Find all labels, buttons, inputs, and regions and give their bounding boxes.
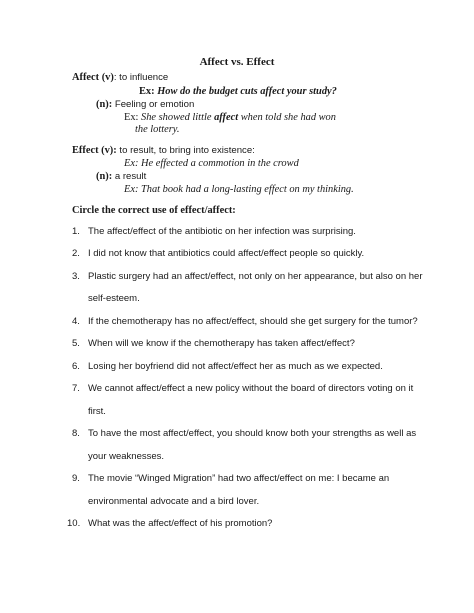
question-number: 4. (72, 316, 80, 327)
question-number: 10. (67, 518, 81, 529)
question-number: 5. (72, 338, 80, 349)
question-text-continued: self-esteem. (88, 293, 140, 304)
question-text: We cannot affect/effect a new policy without the board of directors voting on it (88, 383, 414, 394)
effect-term: Effect (72, 145, 99, 156)
question-text: To have the most affect/effect, you should know both your strengths as well as (88, 428, 417, 439)
question-number: 9. (72, 473, 80, 484)
instructions: Circle the correct use of effect/affect: (72, 205, 236, 216)
affect-noun-def: Feeling or emotion (112, 99, 195, 110)
affect-noun-ex-prefix: Ex: (124, 112, 139, 123)
question-text-continued: first. (88, 406, 106, 417)
affect-verb-example (139, 86, 337, 98)
affect-noun-ex-a: She showed little (138, 112, 215, 123)
question-text: Losing her boyfriend did not affect/effect her as much as we expected. (88, 361, 383, 372)
question-text: I did not know that antibiotics could affect/effect people so quickly. (88, 248, 365, 259)
question-number: 2. (72, 248, 80, 259)
question-text-continued: your weaknesses. (88, 451, 165, 462)
question-text: If the chemotherapy has no affect/effect, should she get surgery for the tumor? (88, 316, 418, 327)
affect-definition (72, 72, 168, 84)
question-number: 1. (72, 226, 80, 237)
effect-definition-text: to result, to bring into existence: (116, 145, 255, 156)
affect-noun-example (124, 112, 336, 124)
affect-pos: (v) (101, 72, 114, 83)
affect-noun-ex-bold: affect (214, 112, 239, 123)
question-number: 6. (72, 361, 80, 372)
effect-noun-label: (n): (96, 171, 113, 182)
question-text: What was the affect/effect of his promotion? (88, 518, 273, 529)
affect-noun-label: (n): (96, 99, 113, 110)
affect-noun-example-line2: the lottery. (135, 124, 180, 135)
page-title: Affect vs. Effect (199, 56, 275, 68)
effect-noun-example: Ex: That book had a long-lasting effect on my thinking. (124, 184, 354, 195)
affect-ex-prefix: Ex: (139, 86, 155, 97)
effect-pos: (v): (101, 145, 117, 156)
affect-term: Affect (72, 72, 100, 83)
question-number: 8. (72, 428, 80, 439)
affect-noun-definition (96, 99, 194, 111)
question-number: 7. (72, 383, 80, 394)
effect-noun-def: a result (112, 171, 147, 182)
effect-noun-definition (96, 171, 146, 183)
question-text: When will we know if the chemotherapy has taken affect/effect? (88, 338, 355, 349)
question-text-continued: environmental advocate and a bird lover. (88, 496, 260, 507)
question-text: The affect/effect of the antibiotic on her infection was surprising. (88, 226, 356, 237)
question-text: Plastic surgery had an affect/effect, not only on her appearance, but also on her (88, 271, 423, 282)
effect-definition (72, 145, 255, 157)
question-text: The movie “Winged Migration” had two affect/effect on me: I became an (88, 473, 390, 484)
affect-ex-text: How do the budget cuts affect your study? (154, 86, 337, 97)
effect-verb-example: Ex: He effected a commotion in the crowd (124, 158, 299, 169)
question-number: 3. (72, 271, 80, 282)
affect-definition-text: : to influence (113, 72, 169, 83)
affect-noun-ex-b: when told she had won (238, 112, 336, 123)
